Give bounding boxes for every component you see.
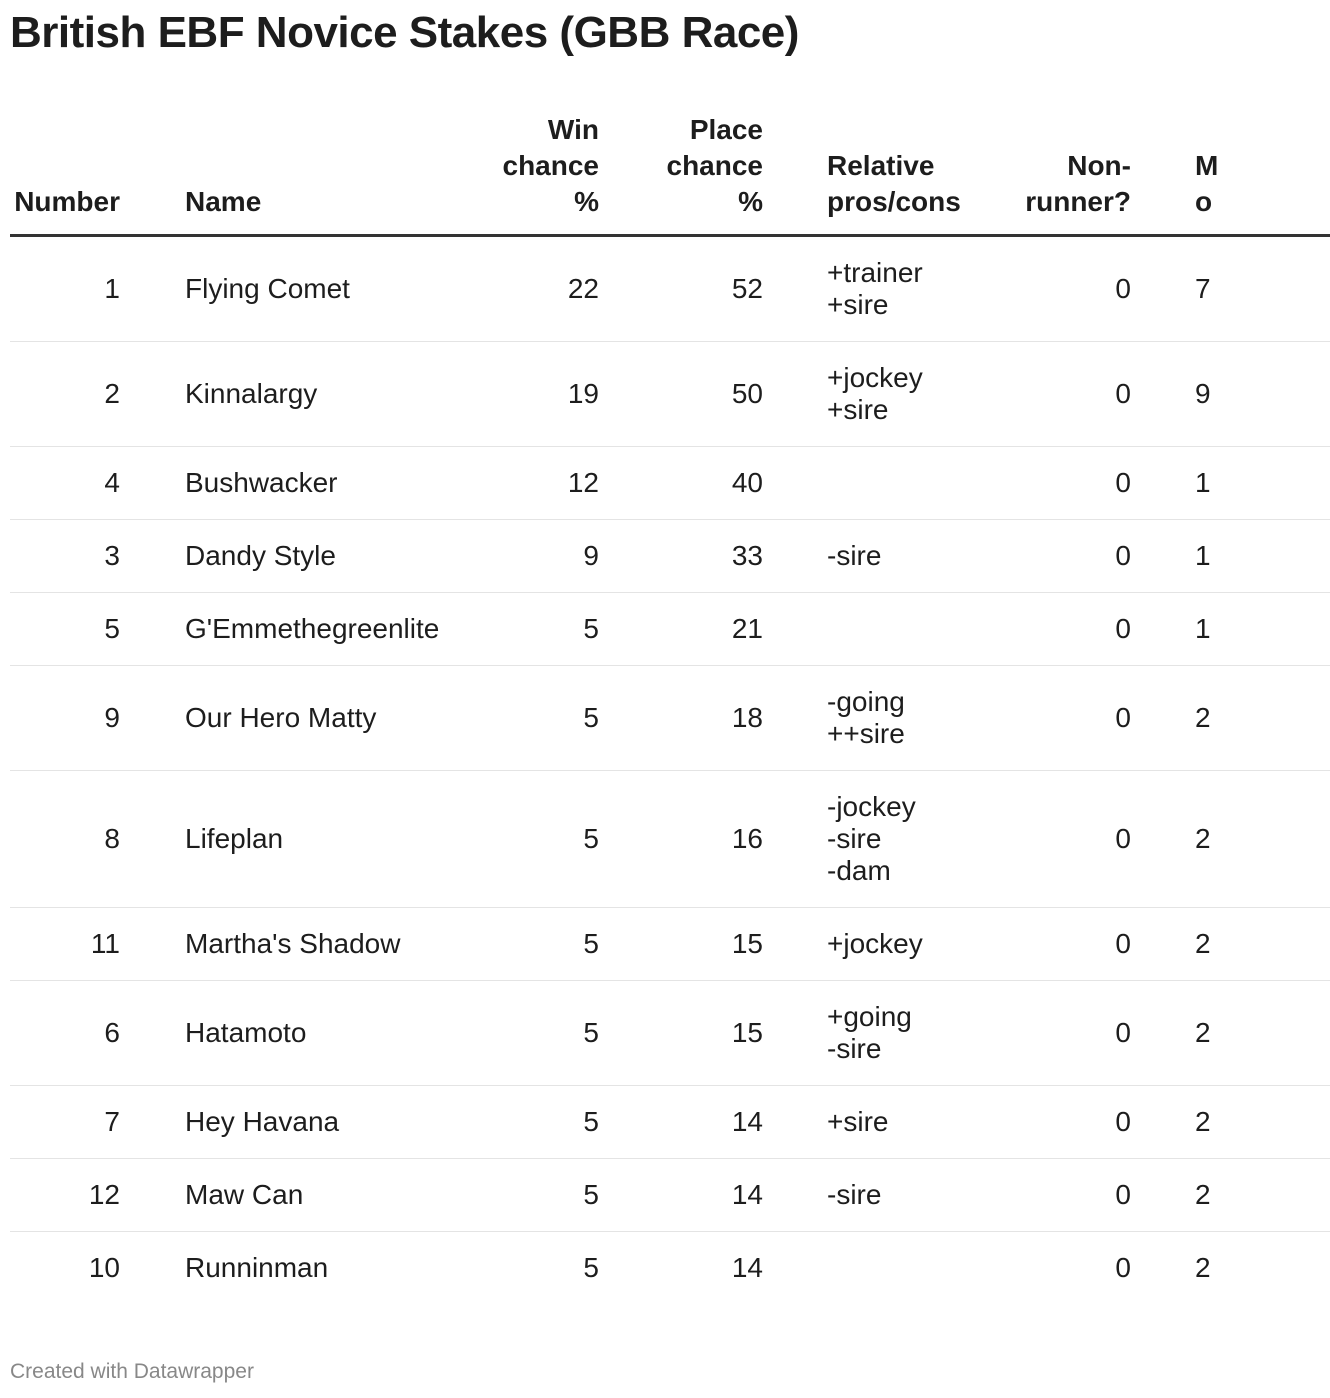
cell-name: G'Emmethegreenlite bbox=[120, 593, 435, 666]
cell-win-chance: 5 bbox=[435, 771, 599, 908]
header-win-line: chance bbox=[502, 150, 599, 181]
cell-number: 7 bbox=[10, 1086, 120, 1159]
cell-number: 9 bbox=[10, 666, 120, 771]
cell-name: Hey Havana bbox=[120, 1086, 435, 1159]
cell-win-chance: 22 bbox=[435, 236, 599, 342]
cell-place-chance: 40 bbox=[599, 447, 763, 520]
cell-place-chance: 33 bbox=[599, 520, 763, 593]
cell-pros-cons bbox=[763, 236, 981, 342]
cell-extra: 9 bbox=[1131, 342, 1330, 447]
cell-win-chance: 5 bbox=[435, 981, 599, 1086]
footer-credit[interactable]: Created with Datawrapper bbox=[10, 1360, 254, 1383]
table-row bbox=[10, 520, 1330, 593]
table-row bbox=[10, 1159, 1330, 1232]
cell-number: 10 bbox=[88, 1252, 120, 1283]
cell-extra: 2 bbox=[1131, 981, 1330, 1086]
cell-number: 4 bbox=[10, 447, 120, 520]
cell-win-chance: 5 bbox=[583, 1252, 599, 1283]
cell-name: Bushwacker bbox=[120, 447, 435, 520]
pros-cons-item: +going bbox=[827, 1001, 912, 1032]
table-body bbox=[10, 236, 1330, 1305]
pros-cons-item: +sire bbox=[827, 394, 889, 425]
cell-pros-cons bbox=[763, 520, 981, 593]
table-row bbox=[10, 1232, 1330, 1305]
cell-pros-cons bbox=[763, 593, 981, 666]
header-pros-line: Relative bbox=[827, 150, 935, 181]
header-pros-cons[interactable] bbox=[763, 112, 981, 236]
cell-place-chance: 14 bbox=[731, 1252, 763, 1283]
table-row bbox=[10, 342, 1330, 447]
cell-name: Lifeplan bbox=[120, 771, 435, 908]
table-row bbox=[10, 236, 1330, 342]
cell-non-runner: 0 bbox=[1115, 1252, 1131, 1283]
table-row bbox=[10, 1086, 1330, 1159]
cell-place-chance: 18 bbox=[599, 666, 763, 771]
header-place-line: % bbox=[738, 186, 763, 217]
header-place-line: chance bbox=[666, 150, 763, 181]
header-extra[interactable] bbox=[1131, 112, 1330, 236]
pros-cons-item: ++sire bbox=[827, 718, 905, 749]
cell-non-runner: 0 bbox=[981, 666, 1131, 771]
pros-cons-item: +sire bbox=[827, 289, 889, 320]
pros-cons-item: -sire bbox=[827, 823, 882, 854]
header-name[interactable]: Name bbox=[120, 112, 435, 236]
cell-pros-cons bbox=[763, 908, 981, 981]
cell-extra: 2 bbox=[1131, 771, 1330, 908]
cell-win-chance: 5 bbox=[435, 1159, 599, 1232]
cell-number: 1 bbox=[10, 236, 120, 342]
cell-win-chance: 5 bbox=[435, 1086, 599, 1159]
table-row bbox=[10, 908, 1330, 981]
cell-number: 2 bbox=[10, 342, 120, 447]
header-place-line: Place bbox=[689, 114, 763, 145]
table-viewport[interactable] bbox=[10, 112, 1219, 1332]
cell-win-chance: 5 bbox=[435, 593, 599, 666]
header-number[interactable]: Number bbox=[10, 112, 120, 236]
cell-non-runner: 0 bbox=[981, 342, 1131, 447]
cell-non-runner: 0 bbox=[981, 981, 1131, 1086]
cell-win-chance: 12 bbox=[435, 447, 599, 520]
cell-pros-cons bbox=[763, 771, 981, 908]
cell-non-runner: 0 bbox=[981, 1086, 1131, 1159]
pros-cons-item: -sire bbox=[827, 1033, 882, 1064]
cell-non-runner: 0 bbox=[981, 908, 1131, 981]
header-win-line: Win bbox=[547, 114, 599, 145]
pros-cons-item: -jockey bbox=[827, 791, 916, 822]
cell-pros-cons bbox=[763, 447, 981, 520]
cell-non-runner: 0 bbox=[981, 771, 1131, 908]
cell-name: Runninman bbox=[185, 1252, 329, 1283]
cell-name: Kinnalargy bbox=[120, 342, 435, 447]
cell-extra: 7 bbox=[1131, 236, 1330, 342]
cell-pros-cons bbox=[763, 342, 981, 447]
cell-win-chance: 19 bbox=[435, 342, 599, 447]
page-title: British EBF Novice Stakes (GBB Race) bbox=[10, 8, 799, 57]
cell-pros-cons bbox=[763, 1159, 981, 1232]
cell-win-chance: 5 bbox=[435, 908, 599, 981]
header-non-runner[interactable] bbox=[981, 112, 1131, 236]
cell-number: 8 bbox=[10, 771, 120, 908]
pros-cons-item: -sire bbox=[827, 540, 882, 571]
header-win-chance[interactable] bbox=[435, 112, 599, 236]
cell-extra: 1 bbox=[1131, 593, 1330, 666]
pros-cons-item: +jockey bbox=[827, 928, 923, 959]
cell-number: 6 bbox=[10, 981, 120, 1086]
cell-name: Hatamoto bbox=[120, 981, 435, 1086]
cell-non-runner: 0 bbox=[981, 520, 1131, 593]
cell-place-chance: 21 bbox=[599, 593, 763, 666]
header-place-chance[interactable] bbox=[599, 112, 763, 236]
cell-name: Flying Comet bbox=[120, 236, 435, 342]
cell-non-runner: 0 bbox=[981, 447, 1131, 520]
cell-pros-cons bbox=[763, 1086, 981, 1159]
cell-extra: 1 bbox=[1131, 520, 1330, 593]
pros-cons-item: +jockey bbox=[827, 362, 923, 393]
cell-name: Martha's Shadow bbox=[120, 908, 435, 981]
cell-pros-cons bbox=[763, 1232, 981, 1305]
cell-extra: 2 bbox=[1131, 1159, 1330, 1232]
pros-cons-item: +sire bbox=[827, 1106, 889, 1137]
cell-pros-cons bbox=[763, 666, 981, 771]
cell-win-chance: 5 bbox=[435, 666, 599, 771]
cell-non-runner: 0 bbox=[981, 236, 1131, 342]
pros-cons-item: -sire bbox=[827, 1179, 882, 1210]
cell-place-chance: 15 bbox=[599, 981, 763, 1086]
header-win-line: % bbox=[574, 186, 599, 217]
cell-number: 3 bbox=[10, 520, 120, 593]
cell-extra: 2 bbox=[1131, 1086, 1330, 1159]
cell-extra: 1 bbox=[1131, 447, 1330, 520]
pros-cons-item: -going bbox=[827, 686, 905, 717]
cell-extra: 2 bbox=[1131, 908, 1330, 981]
cell-pros-cons bbox=[763, 981, 981, 1086]
cell-place-chance: 14 bbox=[599, 1159, 763, 1232]
header-nr-line: runner? bbox=[1025, 186, 1131, 217]
table-row bbox=[10, 666, 1330, 771]
header-extra-line: o bbox=[1195, 186, 1213, 217]
cell-number: 11 bbox=[10, 908, 120, 981]
cell-place-chance: 50 bbox=[599, 342, 763, 447]
cell-place-chance: 14 bbox=[599, 1086, 763, 1159]
table-row bbox=[10, 771, 1330, 908]
cell-name: Our Hero Matty bbox=[120, 666, 435, 771]
cell-number: 5 bbox=[10, 593, 120, 666]
race-table bbox=[10, 112, 1330, 1304]
table-row bbox=[10, 593, 1330, 666]
pros-cons-item: +trainer bbox=[827, 257, 923, 288]
cell-non-runner: 0 bbox=[981, 593, 1131, 666]
cell-extra: 2 bbox=[1195, 1252, 1211, 1283]
header-row bbox=[10, 112, 1330, 236]
cell-place-chance: 15 bbox=[599, 908, 763, 981]
cell-extra: 2 bbox=[1131, 666, 1330, 771]
cell-non-runner: 0 bbox=[981, 1159, 1131, 1232]
cell-name: Maw Can bbox=[120, 1159, 435, 1232]
cell-win-chance: 9 bbox=[435, 520, 599, 593]
cell-place-chance: 16 bbox=[599, 771, 763, 908]
pros-cons-item: -dam bbox=[827, 855, 891, 886]
cell-place-chance: 52 bbox=[599, 236, 763, 342]
cell-number: 12 bbox=[10, 1159, 120, 1232]
table-row bbox=[10, 447, 1330, 520]
cell-name: Dandy Style bbox=[120, 520, 435, 593]
header-extra-line: M bbox=[1195, 150, 1219, 181]
header-pros-line: pros/cons bbox=[827, 186, 961, 217]
table-row bbox=[10, 981, 1330, 1086]
header-nr-line: Non- bbox=[1067, 150, 1131, 181]
